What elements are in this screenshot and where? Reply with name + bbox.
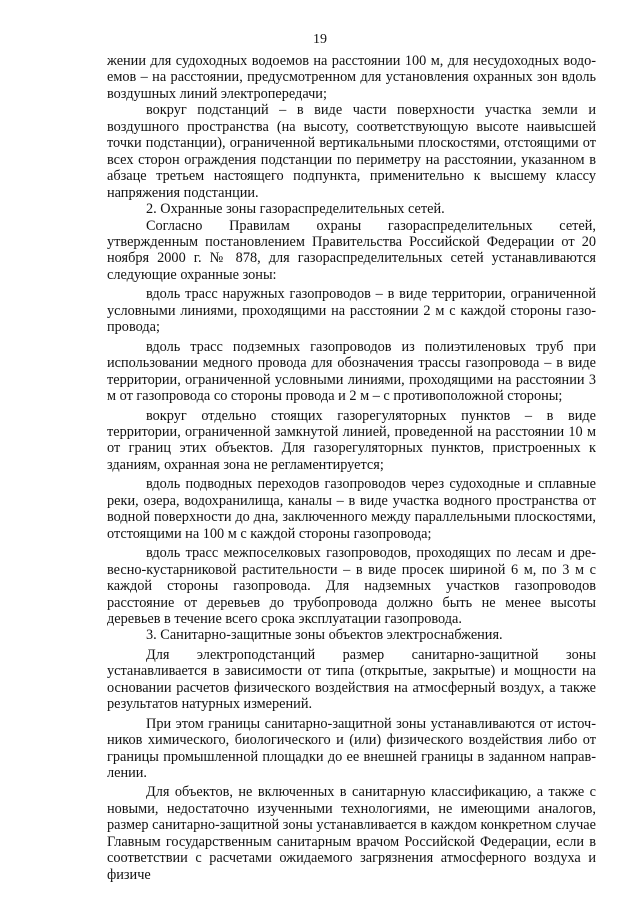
list-item: вдоль трасс межпоселковых газопроводов, проходящих по лесам и древесно-кустарниковой растительности – в виде просек шириной 6 м, по 3 м с каждой стороны газопровода. Для надземных участков газопроводов расстояние от деревьев до трубопровода должно быть не менее высоты деревьев в течение всего срока эксплуатации газопровода. <box>107 545 596 627</box>
paragraph: Согласно Правилам охраны газораспределительных сетей, утвержденным постановлением Правительства Российской Федерации от 20 ноября 2000 г. № 878, для газораспределительных сетей устанавливаются следующие охранные зоны: <box>107 217 596 283</box>
list-item: вдоль трасс подземных газопроводов из полиэтиленовых труб при использовании медного провода для обозначения трассы газопровода – в виде территории, ограниченной условными линиями, проходящими на расстоянии 3 м от газопровода со стороны провода и 2 м – с противоположной стороны; <box>107 338 596 405</box>
paragraph: При этом границы санитарно-защитной зоны устанавливаются от источников химического, биологического и (или) физического воздействия либо от границы промышленной площадки до ее внешней границы в заданном направлении. <box>107 715 596 782</box>
section-heading: 2. Охранные зоны газораспределительных сетей. <box>146 201 445 218</box>
list-item: вокруг отдельно стоящих газорегуляторных пунктов – в виде территории, ограниченной замкнутой линией, проведенной на расстоянии 10 м от границ этих объектов. Для газорегуляторных пунктов, пристроенных к зданиям, охранная зона не регламентируется; <box>107 407 596 473</box>
paragraph: Для объектов, не включенных в санитарную классификацию, а также с новыми, недостаточно изученными технологиями, не имеющими аналогов, размер санитарно-защитной зоны устанавливается в каждом конкретном случае Главным государственным санитарным врачом Российской Федерации, если в соответствии с расчетами ожидаемого загрязнения атмосферного воздуха и физиче <box>107 784 596 883</box>
paragraph: жении для судоходных водоемов на расстоянии 100 м, для несудоходных водоемов – на расстоянии, предусмотренном для установления охранных зон вдоль воздушных линий электропередачи; <box>107 53 596 102</box>
paragraph: вокруг подстанций – в виде части поверхности участка земли и воздушного пространства (на высоту, соответствующую высоте наивысшей точки подстанции), ограниченной вертикальными плоскостями, отстоящими от всех сторон ограждения подстанции по периметру на расстоянии, указанном в абзаце третьем настоящего подпункта, применительно к высшему классу напряжения подстанции. <box>107 102 596 201</box>
document-body <box>107 53 596 883</box>
page-number: 19 <box>313 32 327 47</box>
list-item: вдоль трасс наружных газопроводов – в виде территории, ограниченной условными линиями, проходящими на расстоянии 2 м с каждой стороны газопровода; <box>107 286 596 336</box>
section-heading: 3. Санитарно-защитные зоны объектов электроснабжения. <box>146 627 503 644</box>
list-item: вдоль подводных переходов газопроводов через судоходные и сплавные реки, озера, водохранилища, каналы – в виде участка водного пространства от водной поверхности до дна, заключенного между параллельными плоскостями, отстоящими на 100 м с каждой стороны газопровода; <box>107 476 596 542</box>
paragraph: Для электроподстанций размер санитарно-защитной зоны устанавливается в зависимости от типа (открытые, закрытые) и мощности на основании расчетов физического воздействия на атмосферный воздух, а также результатов натурных измерений. <box>107 646 596 713</box>
